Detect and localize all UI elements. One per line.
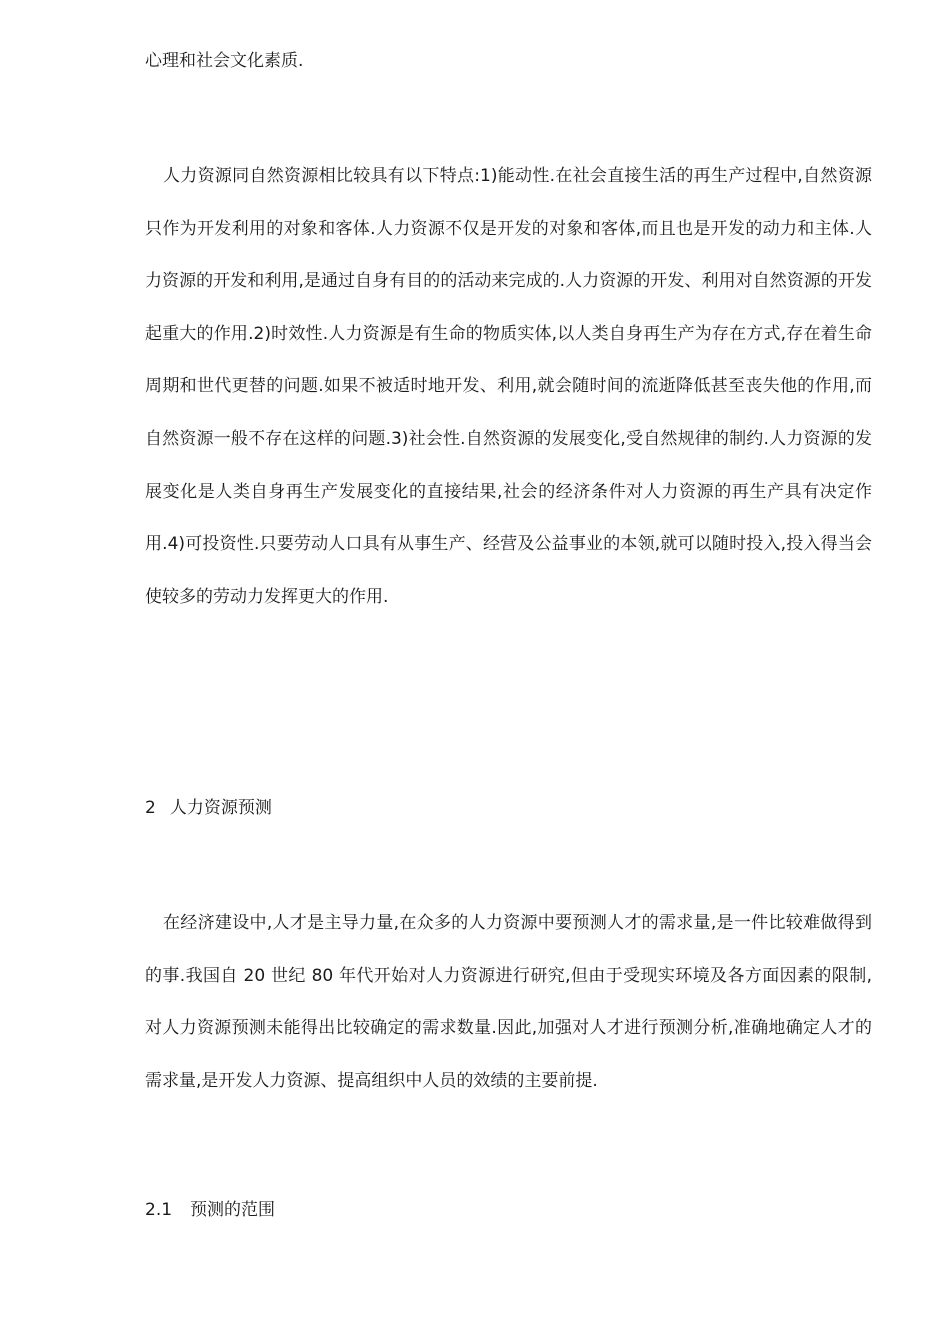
paragraph-prediction-intro: 在经济建设中,人才是主导力量,在众多的人力资源中要预测人才的需求量,是一件比较难做得到的事.我国自 20 世纪 80 年代开始对人力资源进行研究,但由于受现实环境及各方面因素的限制,对人力资源预测未能得出比较确定的需求数量.因此,加强对人才进行预测分析,准确地确定人才的需求量,是开发人力资源、提高组织中人员的效绩的主要前提.: [145, 913, 872, 1091]
section-heading-2: [145, 793, 872, 823]
section-title: 人力资源预测: [169, 798, 272, 818]
subsection-title: 预测的范围: [190, 1200, 276, 1220]
section-heading-2-1: [145, 1195, 872, 1225]
text-fragment-top: 心理和社会文化素质.: [145, 51, 304, 71]
paragraph-resource-characteristics: 人力资源同自然资源相比较具有以下特点:1)能动性.在社会直接生活的再生产过程中,自然资源只作为开发利用的对象和客体.人力资源不仅是开发的对象和客体,而且也是开发的动力和主体.人力资源的开发和利用,是通过自身有目的的活动来完成的.人力资源的开发、利用对自然资源的开发起重大的作用.2)时效性.人力资源是有生命的物质实体,以人类自身再生产为存在方式,存在着生命周期和世代更替的问题.如果不被适时地开发、利用,就会随时间的流逝降低甚至丧失他的作用,而自然资源一般不存在这样的问题.3)社会性.自然资源的发展变化,受自然规律的制约.人力资源的发展变化是人类自身再生产发展变化的直接结果,社会的经济条件对人力资源的再生产具有决定作用.4)可投资性.只要劳动人口具有从事生产、经营及公益事业的本领,就可以随时投入,投入得当会使较多的劳动力发挥更大的作用.: [145, 166, 872, 607]
section-number: 2: [145, 798, 156, 818]
subsection-number: 2.1: [145, 1200, 173, 1220]
